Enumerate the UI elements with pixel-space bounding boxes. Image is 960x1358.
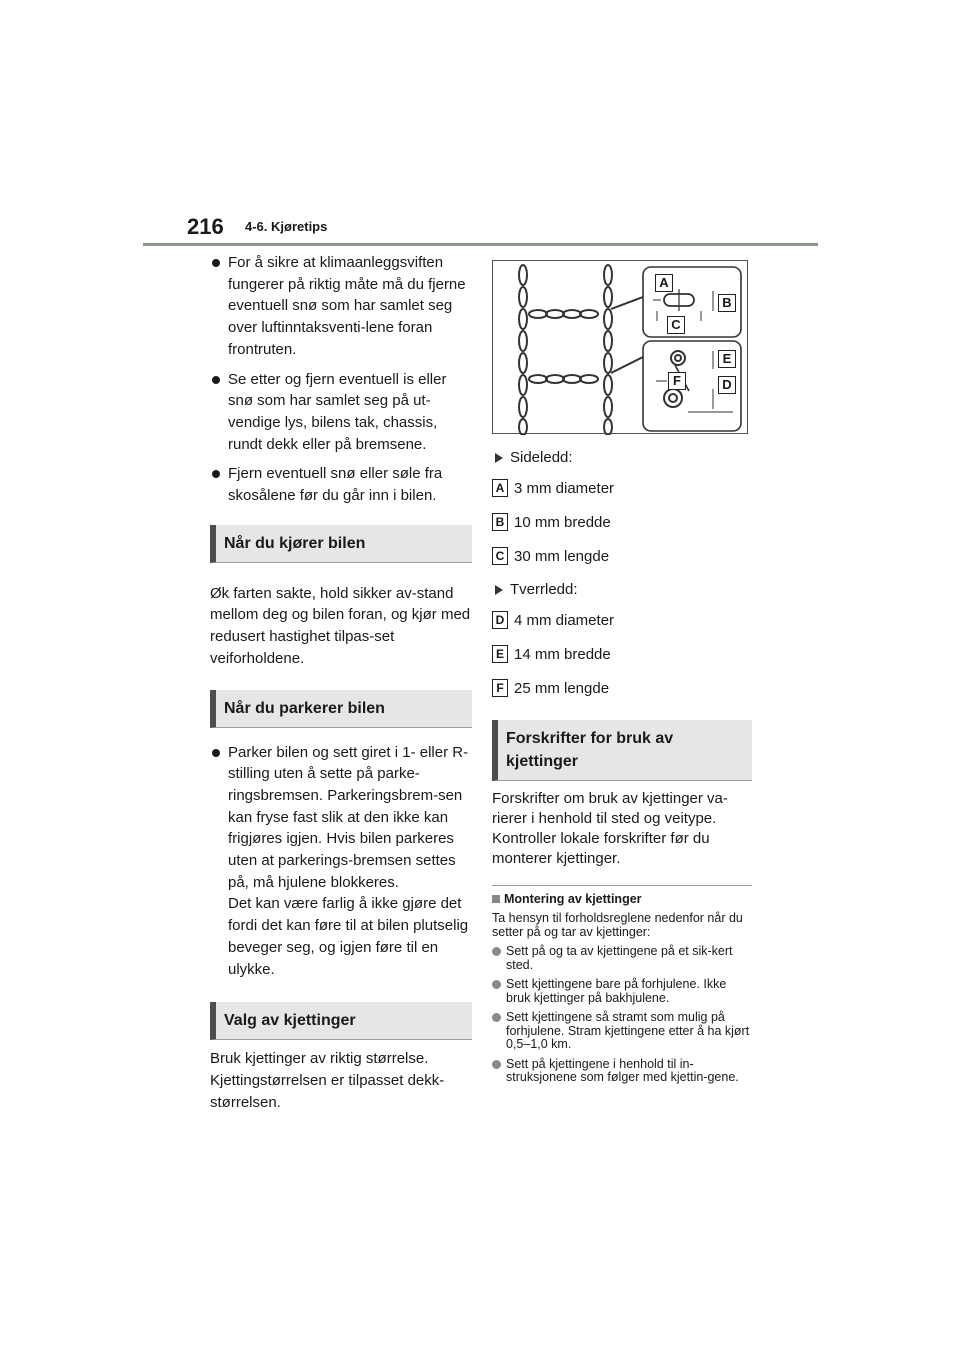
chains-text: Bruk kjettinger av riktig størrelse. Kjettingstørrelsen er tilpasset dekk-størrelsen. — [210, 1050, 445, 1111]
list-item — [210, 369, 472, 456]
side-links-heading: Sideledd: — [492, 448, 752, 468]
list-item: Sett på og ta av kjettingene på et sik-kert sted. — [492, 945, 752, 972]
page-number: 216 — [187, 214, 224, 239]
chains-heading: Valg av kjettinger — [210, 1002, 472, 1040]
list-item — [210, 463, 472, 506]
chain-illustration — [493, 261, 749, 435]
rules-text: Forskrifter om bruk av kjettinger va-rierer i henhold til sted og veitype. Kontroller lokale forskrifter før du monterer kjettinger. — [492, 790, 728, 867]
label-a-icon: A — [492, 479, 508, 497]
figure-label-c: C — [667, 316, 685, 334]
bullet-text: Parker bilen og sett giret i 1- eller R-stilling uten å sette på parke-ringsbremsen. Parkeringsbrem-sen kan fryse fast slik at den ikke kan frigjøres igjen. Hvis bilen parkeres uten at parkerings-bremsen settes på, må hjulene blokkeres. — [228, 743, 469, 891]
list-item — [210, 742, 472, 894]
square-icon — [492, 895, 500, 903]
list-item-continuation — [210, 893, 472, 980]
mount-intro: Ta hensyn til forholdsreglene nedenfor når du setter på og tar av kjettinger: — [492, 911, 743, 939]
section-title: 4-6. Kjøretips — [245, 219, 328, 234]
list-item: Sett på kjettingene i henhold til in-struksjonene som følger med kjettin-gene. — [492, 1058, 752, 1085]
bullet-icon — [212, 376, 220, 384]
driving-text: Øk farten sakte, hold sikker av-stand mellom deg og bilen foran, og kjør med redusert hastighet tilpas-set veiforholdene. — [210, 584, 471, 667]
mount-heading: Montering av kjettinger — [492, 892, 752, 906]
bullet-icon — [492, 980, 501, 989]
chain-figure — [492, 260, 748, 434]
bullet-text: Det kan være farlig å ikke gjøre det fordi det kan føre til at bilen plutselig beveger seg, og igjen føre til en ulykke. — [228, 895, 469, 978]
list-item — [210, 252, 472, 361]
figure-label-a: A — [655, 274, 673, 292]
bullet-text: Se etter og fjern eventuell is eller snø som har samlet seg på ut-vendige lys, bilens tak, chassis, rundt dekk eller på bremsene. — [228, 370, 447, 453]
spec-c: C 30 mm lengde — [492, 546, 752, 566]
parking-heading: Når du parkerer bilen — [210, 690, 472, 728]
list-item: Sett kjettingene bare på forhjulene. Ikke bruk kjettinger på bakhjulene. — [492, 978, 752, 1005]
spec-b: B 10 mm bredde — [492, 512, 752, 532]
bullet-icon — [212, 749, 220, 757]
header-rule — [143, 243, 818, 246]
figure-label-e: E — [718, 350, 736, 368]
right-column — [492, 252, 752, 1091]
triangle-icon — [495, 453, 503, 463]
list-item: Sett kjettingene så stramt som mulig på forhjulene. Stram kjettingene etter å ha kjørt 0,5–1,0 km. — [492, 1011, 752, 1052]
spec-d: D 4 mm diameter — [492, 610, 752, 630]
figure-label-d: D — [718, 376, 736, 394]
spec-f: F 25 mm lengde — [492, 678, 752, 698]
rules-heading: Forskrifter for bruk av kjettinger — [492, 720, 752, 781]
bullet-icon — [492, 1060, 501, 1069]
triangle-icon — [495, 585, 503, 595]
spec-e: E 14 mm bredde — [492, 644, 752, 664]
bullet-icon — [492, 1013, 501, 1022]
label-b-icon: B — [492, 513, 508, 531]
divider — [492, 885, 752, 886]
figure-label-b: B — [718, 294, 736, 312]
bullet-icon — [212, 470, 220, 478]
bullet-icon — [492, 947, 501, 956]
driving-heading: Når du kjører bilen — [210, 525, 472, 563]
label-d-icon: D — [492, 611, 508, 629]
bullet-icon — [212, 259, 220, 267]
left-column — [210, 252, 472, 1119]
label-f-icon: F — [492, 679, 508, 697]
figure-label-f: F — [668, 372, 686, 390]
bullet-text: Fjern eventuell snø eller søle fra skosålene før du går inn i bilen. — [228, 465, 443, 505]
label-e-icon: E — [492, 645, 508, 663]
bullet-text: For å sikre at klimaanleggsviften fungerer på riktig måte må du fjerne eventuell snø som har samlet seg over luftinntaksventi-lene foran frontruten. — [228, 254, 466, 358]
spec-a: A 3 mm diameter — [492, 478, 752, 498]
cross-links-heading: Tverrledd: — [492, 580, 752, 600]
label-c-icon: C — [492, 547, 508, 565]
